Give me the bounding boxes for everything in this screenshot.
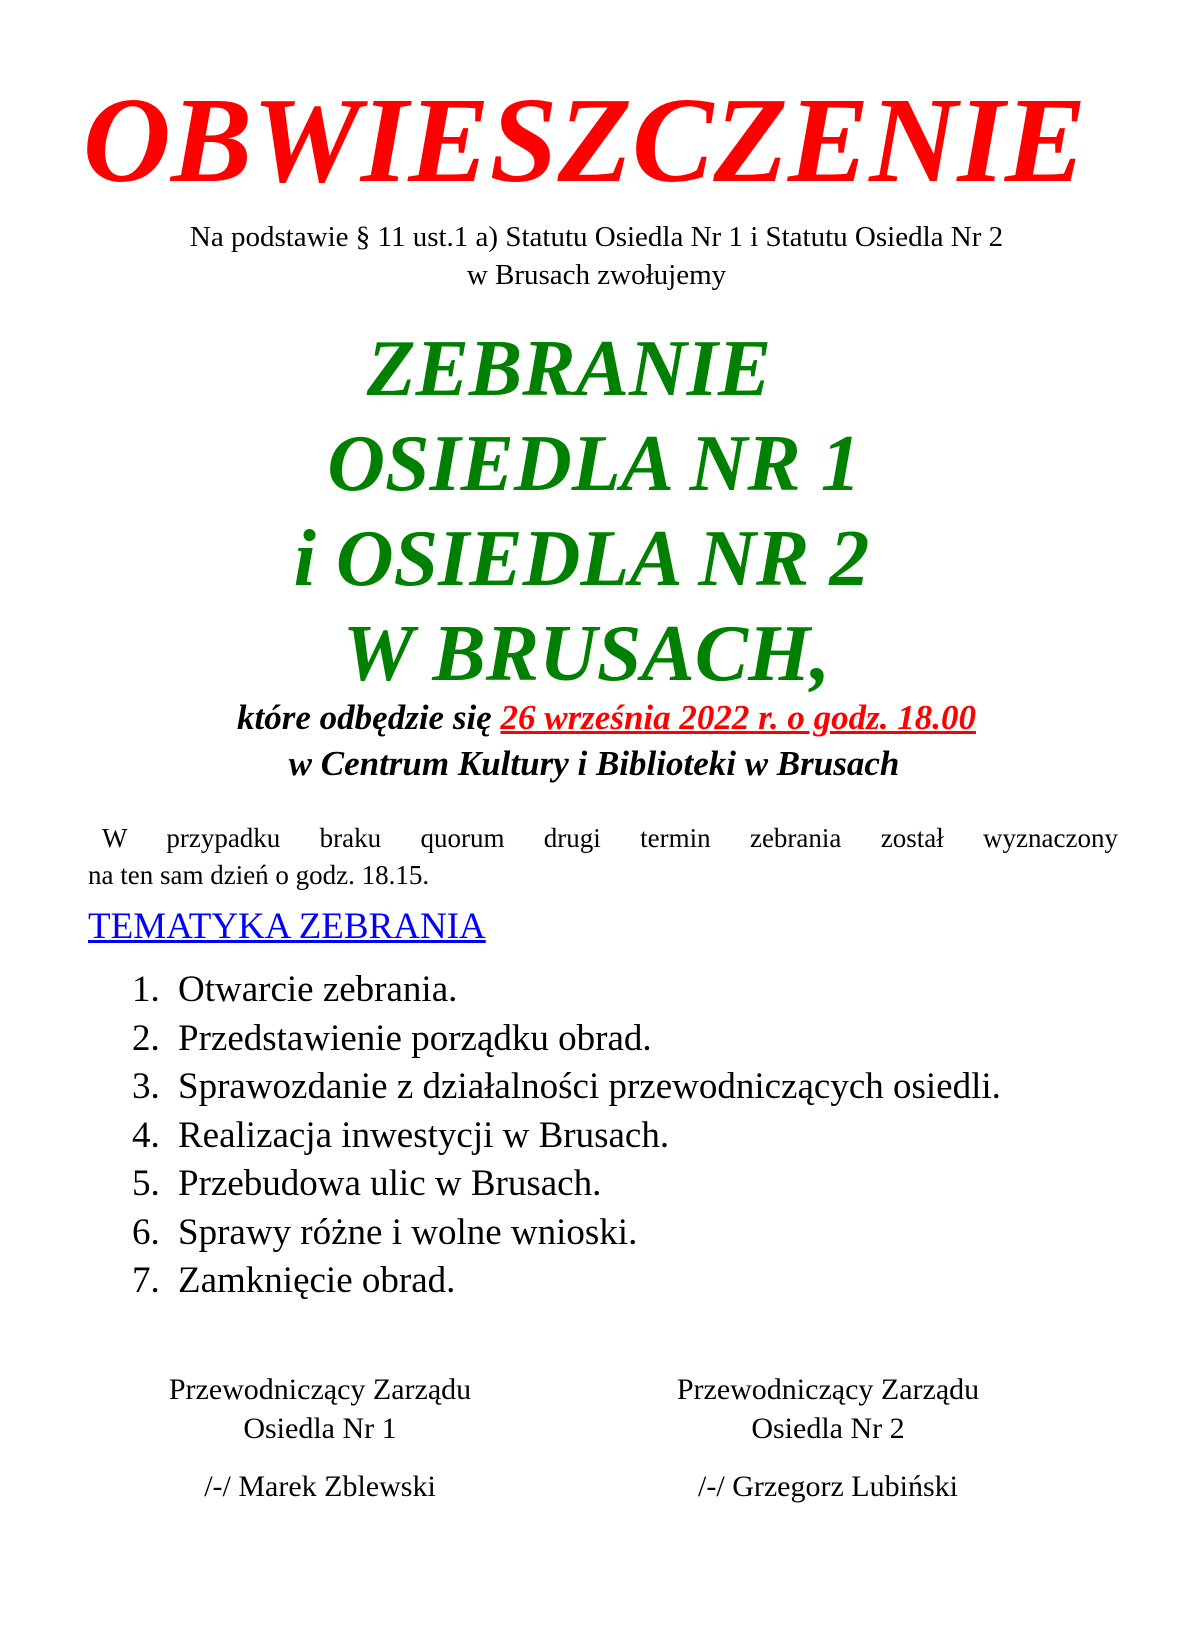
agenda-item-text: Realizacja inwestycji w Brusach. bbox=[178, 1114, 670, 1156]
signature-role: Przewodniczący Zarządu bbox=[168, 1373, 472, 1406]
agenda-item-number: 1. bbox=[132, 969, 160, 1010]
headline-line-4: W BRUSACH, bbox=[342, 610, 831, 698]
agenda-item bbox=[132, 966, 1001, 1015]
quorum-note bbox=[88, 820, 1118, 894]
intro-text bbox=[0, 218, 1193, 294]
quorum-line-1: W przypadku braku quorum drugi termin zebrania został wyznaczony bbox=[102, 823, 1118, 853]
agenda-item bbox=[132, 1209, 1001, 1258]
agenda-item-number: 5. bbox=[132, 1163, 160, 1204]
signature-role: Przewodniczący Zarządu bbox=[676, 1373, 980, 1406]
signature-unit: Osiedla Nr 2 bbox=[751, 1412, 905, 1445]
agenda-item-number: 6. bbox=[132, 1211, 160, 1253]
signature-unit: Osiedla Nr 1 bbox=[243, 1412, 397, 1445]
signature-name: /-/ Grzegorz Lubiński bbox=[698, 1470, 958, 1503]
agenda-item-text: Sprawy różne i wolne wnioski. bbox=[178, 1211, 638, 1253]
agenda-item-text: Zamknięcie obrad. bbox=[178, 1260, 456, 1301]
quorum-line-2: na ten sam dzień o godz. 18.15. bbox=[88, 860, 430, 890]
agenda-item-number: 7. bbox=[132, 1260, 160, 1301]
meeting-date-line bbox=[20, 695, 1193, 741]
notice-title: OBWIESZCZENIE bbox=[82, 73, 1087, 208]
agenda-item-text: Sprawozdanie z działalności przewodniczących osiedli. bbox=[178, 1066, 1001, 1107]
meeting-headline bbox=[0, 322, 1193, 702]
date-prefix: które odbędzie się bbox=[237, 698, 501, 737]
agenda-list bbox=[132, 966, 1001, 1306]
agenda-item-text: Otwarcie zebrania. bbox=[178, 969, 458, 1010]
agenda-item bbox=[132, 1015, 1001, 1064]
agenda-item-number: 2. bbox=[132, 1017, 160, 1059]
intro-line-2: w Brusach zwołujemy bbox=[466, 259, 727, 291]
headline-line-1: ZEBRANIE bbox=[366, 325, 772, 413]
agenda-item-number: 4. bbox=[132, 1114, 160, 1156]
meeting-date: 26 września 2022 r. o godz. 18.00 bbox=[500, 698, 976, 737]
signature-name: /-/ Marek Zblewski bbox=[204, 1470, 436, 1503]
intro-line-1: Na podstawie § 11 ust.1 a) Statutu Osiedla Nr 1 i Statutu Osiedla Nr 2 bbox=[189, 221, 1004, 253]
headline-line-3: i OSIEDLA NR 2 bbox=[293, 515, 870, 603]
agenda-item bbox=[132, 1160, 1001, 1209]
signature-osiedle-2 bbox=[618, 1370, 1038, 1506]
agenda-item bbox=[132, 1257, 1001, 1306]
meeting-when bbox=[0, 695, 1193, 787]
agenda-item-text: Przebudowa ulic w Brusach. bbox=[178, 1163, 602, 1204]
signature-osiedle-1 bbox=[110, 1370, 530, 1506]
agenda-item-number: 3. bbox=[132, 1066, 160, 1107]
agenda-heading: TEMATYKA ZEBRANIA bbox=[88, 906, 486, 947]
meeting-place: w Centrum Kultury i Biblioteki w Brusach bbox=[288, 744, 900, 783]
agenda-item bbox=[132, 1063, 1001, 1112]
agenda-item-text: Przedstawienie porządku obrad. bbox=[178, 1017, 652, 1059]
agenda-item bbox=[132, 1112, 1001, 1161]
headline-line-2: OSIEDLA NR 1 bbox=[327, 420, 861, 508]
